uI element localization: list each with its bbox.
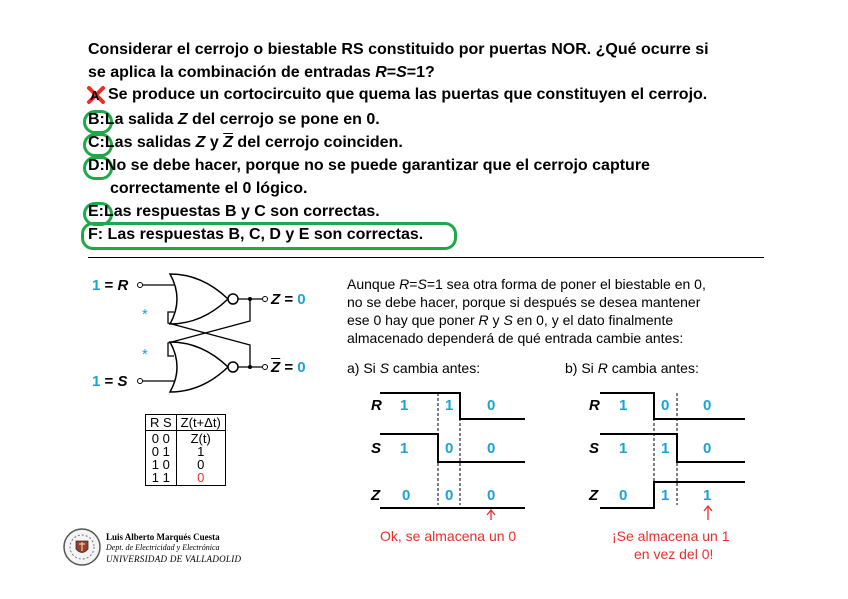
timing-b-r-label: R bbox=[589, 397, 600, 414]
timing-b-note-2: en vez del 0! bbox=[634, 546, 714, 562]
truth-table-rs-col: 0 0 0 1 1 0 1 1 bbox=[146, 431, 177, 486]
timing-a-z-label: Z bbox=[371, 487, 381, 504]
option-d: D:No se debe hacer, porque no se puede garantizar que el cerrojo capture bbox=[88, 157, 650, 174]
output-z-label: Z = 0 bbox=[271, 291, 306, 308]
timing-b-s-label: S bbox=[589, 440, 600, 457]
option-d-letter: D: bbox=[88, 157, 105, 174]
divider bbox=[88, 257, 764, 258]
output-zbar-label: $\overline{Z} = 0$ bbox=[271, 359, 306, 376]
timing-a-r-v2: 1 bbox=[445, 397, 454, 414]
option-f: F: Las respuestas B, C, D y E son correctas. bbox=[88, 226, 424, 243]
timing-a-s-label: S bbox=[371, 440, 382, 457]
truth-table-head-z: Z(t+Δt) bbox=[176, 415, 225, 431]
timing-a-r-v3: 0 bbox=[487, 397, 496, 414]
explanation-line-3: ese 0 hay que poner R y S en 0, y el dato finalmente bbox=[347, 312, 674, 328]
truth-table-head-rs: R S bbox=[146, 415, 177, 431]
truth-table bbox=[145, 414, 226, 486]
truth-table-z-col: Z(t) 1 0 0 bbox=[176, 431, 225, 486]
timing-a-r-v1: 1 bbox=[400, 397, 409, 414]
wrong-cross-icon bbox=[86, 86, 106, 104]
option-c-letter: C: bbox=[88, 134, 105, 151]
option-a-text: Se produce un cortocircuito que quema las puertas que constituyen el cerrojo. bbox=[108, 86, 708, 103]
timing-a-caption: a) Si S cambia antes: bbox=[347, 360, 481, 376]
option-c: C:Las salidas Z y $\overline{Z}$ del cerrojo coinciden. bbox=[88, 134, 403, 151]
explanation-line-2: no se debe hacer, porque si después se desea mantener bbox=[347, 294, 701, 310]
timing-b-z-v3: 1 bbox=[703, 487, 712, 504]
university-seal-icon bbox=[62, 527, 102, 567]
star-marker-bottom: * bbox=[142, 346, 148, 363]
author-name: Luis Alberto Marqués Cuesta bbox=[106, 532, 220, 542]
question-line-1: Considerar el cerrojo o biestable RS constituido por puertas NOR. ¿Qué ocurre si bbox=[88, 41, 709, 58]
timing-b-z-v2: 1 bbox=[661, 487, 670, 504]
timing-b-r-v2: 0 bbox=[661, 397, 670, 414]
option-e: E:Las respuestas B y C son correctas. bbox=[88, 203, 380, 220]
timing-a-z-v1: 0 bbox=[402, 487, 411, 504]
star-marker-top: * bbox=[142, 306, 148, 323]
option-e-letter: E: bbox=[88, 203, 104, 220]
explanation-line-1: Aunque R=S=1 sea otra forma de poner el biestable en 0, bbox=[347, 276, 706, 292]
timing-b-r-v3: 0 bbox=[703, 397, 712, 414]
svg-text:A: A bbox=[90, 88, 100, 103]
timing-b-s-v1: 1 bbox=[619, 440, 628, 457]
timing-b-note-1: ¡Se almacena un 1 bbox=[612, 528, 730, 544]
timing-b-z-label: Z bbox=[589, 487, 599, 504]
timing-a-s-v1: 1 bbox=[400, 440, 409, 457]
timing-b-caption: b) Si R cambia antes: bbox=[565, 360, 699, 376]
timing-a-s-v3: 0 bbox=[487, 440, 496, 457]
timing-b-s-v3: 0 bbox=[703, 440, 712, 457]
timing-b-r-v1: 1 bbox=[619, 397, 628, 414]
timing-a-z-v2: 0 bbox=[445, 487, 454, 504]
timing-a-note: Ok, se almacena un 0 bbox=[380, 528, 517, 544]
input-r-label: 1 = R bbox=[92, 277, 129, 294]
timing-a-z-v3: 0 bbox=[487, 487, 496, 504]
question-line-2: se aplica la combinación de entradas R=S=1? bbox=[88, 64, 435, 81]
option-b: B:La salida Z del cerrojo se pone en 0. bbox=[88, 111, 380, 128]
timing-a-s-v2: 0 bbox=[445, 440, 454, 457]
explanation-line-4: almacenado dependerá de qué entrada cambie antes: bbox=[347, 330, 684, 346]
timing-a-r-label: R bbox=[371, 397, 382, 414]
timing-b-s-v2: 1 bbox=[661, 440, 670, 457]
timing-b-z-v1: 0 bbox=[619, 487, 628, 504]
option-d-line-2: correctamente el 0 lógico. bbox=[110, 180, 308, 197]
department: Dept. de Electricidad y Electrónica bbox=[106, 543, 220, 552]
option-b-letter: B: bbox=[88, 111, 105, 128]
input-s-label: 1 = S bbox=[92, 373, 128, 390]
university: UNIVERSIDAD DE VALLADOLID bbox=[106, 554, 242, 564]
